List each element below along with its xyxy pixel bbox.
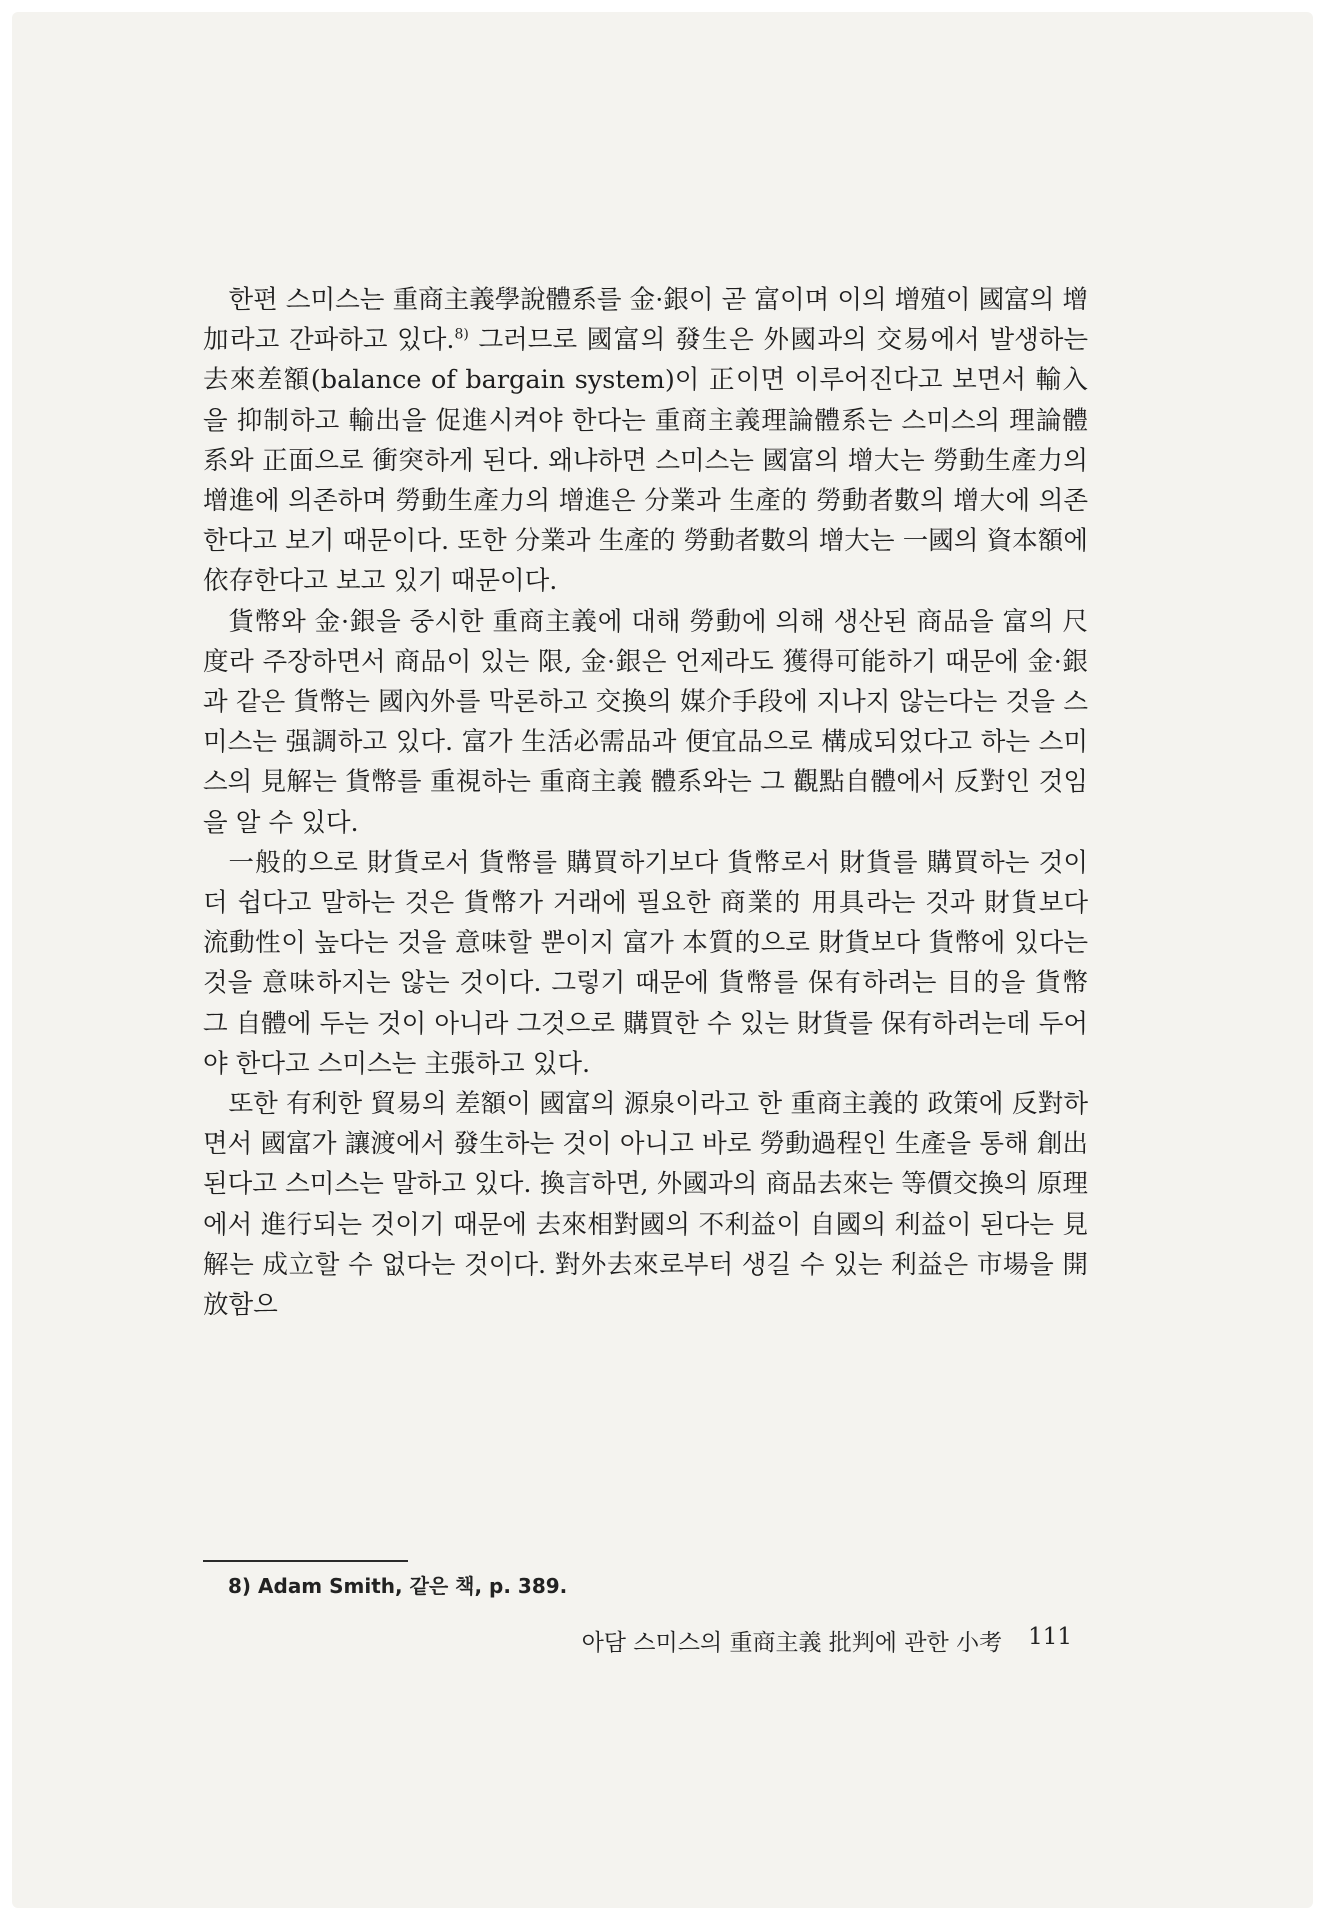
- footnote-divider: [203, 1560, 408, 1562]
- paragraph-1-part-1: 한편 스미스는 重商主義學說體系를 金·銀이 곧 富이며 이의 增殖이 國富의 增加라고 간파하고 있다.: [203, 285, 1088, 356]
- paragraph-4: 또한 有利한 貿易의 差額이 國富의 源泉이라고 한 重商主義的 政策에 反對하면서 國富가 讓渡에서 發生하는 것이 아니고 바로 勞動過程인 生產을 통해 創出된다고 스미스는 말하고 있다. 換言하면, 外國과의 商品去來는 等價交換의 原理에서 進行되는 것이기 때문에 去來相對國의 不利益이 自國의 利益이 된다는 見解는 成立할 수 없다는 것이다. 對外去來로부터 생길 수 있는 利益은 市場을 開放함으: [203, 1089, 1088, 1321]
- running-footer: [582, 1624, 1072, 1657]
- footnote-reference-8[interactable]: 8): [454, 326, 469, 343]
- paragraph-1-part-2: 그러므로 國富의 發生은 外國과의 交易에서 발생하는 去來差額(balance of bargain system)이 正이면 이루어진다고 보면서 輸入을 抑制하고 輸出을 促進시켜야 한다는 重商主義理論體系는 스미스의 理論體系와 正面으로 衝突하게 된다. 왜냐하면 스미스는 國富의 增大는 勞動生產力의 增進에 의존하며 勞動生產力의 增進은 分業과 生產的 勞動者數의 增大에 의존한다고 보기 때문이다. 또한 分業과 生產的 勞動者數의 增大는 一國의 資本額에 依存한다고 보고 있기 때문이다.: [203, 325, 1088, 597]
- page-number: 111: [1028, 1624, 1072, 1650]
- paragraph-2: 貨幣와 金·銀을 중시한 重商主義에 대해 勞動에 의해 생산된 商品을 富의 尺度라 주장하면서 商品이 있는 限, 金·銀은 언제라도 獲得可能하기 때문에 金·銀과 같은 貨幣는 國內外를 막론하고 交換의 媒介手段에 지나지 않는다는 것을 스미스는 强調하고 있다. 富가 生活必需品과 便宜品으로 構成되었다고 하는 스미스의 見解는 貨幣를 重視하는 重商主義 體系와는 그 觀點自體에서 反對인 것임을 알 수 있다.: [203, 606, 1088, 838]
- running-title: 아담 스미스의 重商主義 批判에 관한 小考: [581, 1630, 1003, 1656]
- paragraph-1: [203, 280, 1088, 602]
- footnote-8: 8) Adam Smith, 같은 책, p. 389.: [228, 1574, 568, 1598]
- paragraph-3: 一般的으로 財貨로서 貨幣를 購買하기보다 貨幣로서 財貨를 購買하는 것이 더 쉽다고 말하는 것은 貨幣가 거래에 필요한 商業的 用具라는 것과 財貨보다 流動性이 높다는 것을 意味할 뿐이지 富가 本質的으로 財貨보다 貨幣에 있다는 것을 意味하지는 않는 것이다. 그렇기 때문에 貨幣를 保有하려는 目的을 貨幣 그 自體에 두는 것이 아니라 그것으로 購買한 수 있는 財貨를 保有하려는데 두어야 한다고 스미스는 主張하고 있다.: [203, 847, 1088, 1079]
- body-text: [203, 280, 1088, 1325]
